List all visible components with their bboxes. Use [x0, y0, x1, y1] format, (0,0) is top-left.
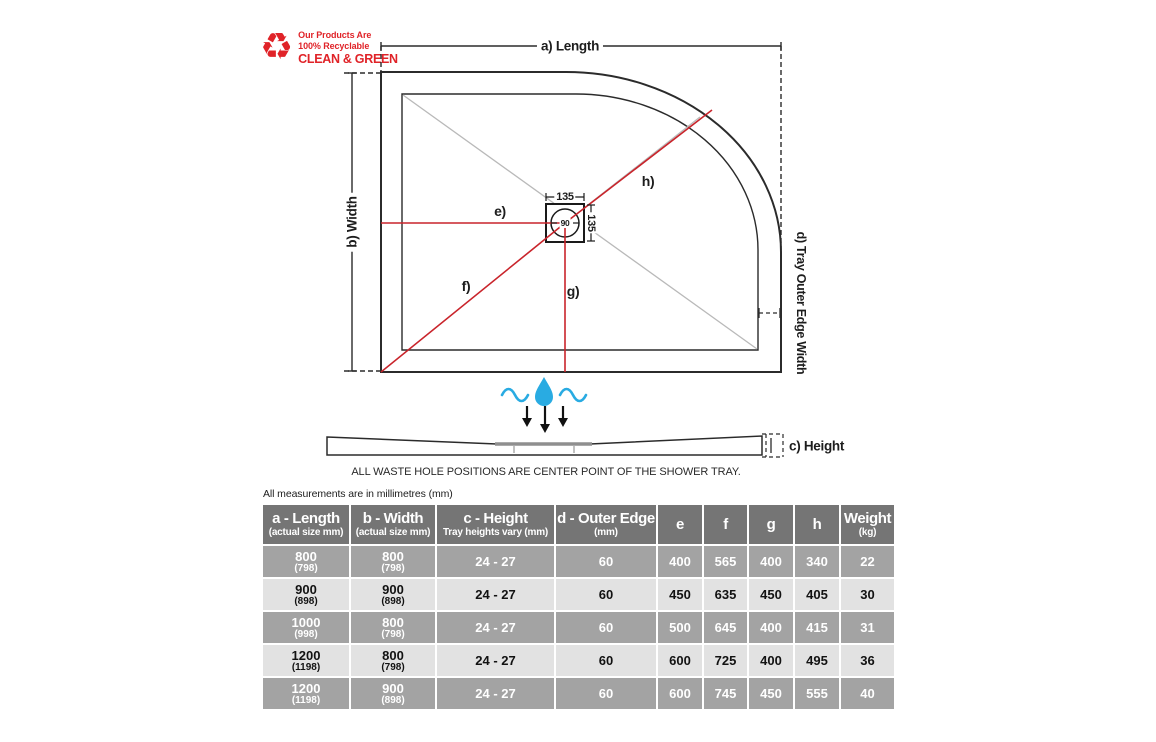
recycle-icon: ♻ [260, 26, 294, 67]
value: 800 [295, 548, 317, 564]
value: 495 [806, 653, 828, 668]
measure-f-label: f) [461, 278, 471, 294]
cell-weight [841, 645, 894, 676]
cell-b-width [351, 612, 435, 643]
value: 31 [860, 620, 875, 635]
col-header-b-width [351, 505, 435, 544]
cell-f [704, 678, 747, 709]
value: 405 [806, 587, 828, 602]
cell-h [795, 546, 839, 577]
col-header-g [749, 505, 793, 544]
logo-line2: 100% Recyclable [298, 41, 370, 51]
header-sub: (kg) [858, 526, 877, 538]
value: 24 - 27 [475, 554, 516, 569]
col-header-f [704, 505, 747, 544]
cell-h [795, 579, 839, 610]
cell-h [795, 678, 839, 709]
value-actual: (898) [381, 694, 405, 706]
spec-table [263, 505, 894, 709]
value: 24 - 27 [475, 686, 516, 701]
value: 1200 [291, 680, 321, 696]
waste-hole-diameter: 90 [560, 218, 570, 228]
value: 450 [760, 587, 782, 602]
value: 800 [382, 614, 404, 630]
value-actual: (798) [294, 562, 318, 574]
cell-f [704, 579, 747, 610]
waste-dim-135-right: 135 [585, 214, 597, 232]
cell-h [795, 612, 839, 643]
value: 555 [806, 686, 828, 701]
cell-weight [841, 612, 894, 643]
logo-line3: CLEAN & GREEN [298, 52, 398, 66]
waste-hole-caption: ALL WASTE HOLE POSITIONS ARE CENTER POINT OF THE SHOWER TRAY. [351, 466, 741, 478]
value: 24 - 27 [475, 620, 516, 635]
value: 30 [860, 587, 875, 602]
header-main: d - Outer Edge [557, 509, 655, 527]
cell-a-length [263, 645, 349, 676]
value: 60 [598, 686, 614, 701]
col-header-c-height [437, 505, 554, 544]
cell-f [704, 612, 747, 643]
value: 40 [860, 686, 875, 701]
cell-b-width [351, 546, 435, 577]
value: 900 [382, 680, 404, 696]
value: 745 [714, 686, 737, 701]
cell-g [749, 546, 793, 577]
value: 22 [860, 554, 875, 569]
header-sub: Tray heights vary (mm) [442, 526, 549, 538]
value: 600 [669, 653, 691, 668]
cell-b-width [351, 579, 435, 610]
col-header-weight [841, 505, 894, 544]
cell-b-width [351, 645, 435, 676]
header-sub: (actual size mm) [268, 526, 344, 538]
value: 725 [714, 653, 737, 668]
cell-g [749, 579, 793, 610]
cell-f [704, 645, 747, 676]
value: 400 [669, 554, 691, 569]
header-main: c - Height [463, 509, 528, 527]
value: 24 - 27 [475, 653, 516, 668]
cell-a-length [263, 546, 349, 577]
cell-e [658, 579, 702, 610]
value: 36 [860, 653, 875, 668]
cell-weight [841, 546, 894, 577]
value: 400 [760, 554, 782, 569]
value: 415 [806, 620, 828, 635]
measurements-note: All measurements are in millimetres (mm) [263, 488, 453, 500]
header-main: g [766, 515, 776, 533]
col-header-d-outer-edge [556, 505, 656, 544]
value-actual: (998) [294, 628, 318, 640]
cell-e [658, 612, 702, 643]
header-main: a - Length [272, 509, 340, 527]
cell-d-outer-edge [556, 546, 656, 577]
cell-d-outer-edge [556, 678, 656, 709]
value: 450 [669, 587, 691, 602]
cell-d-outer-edge [556, 612, 656, 643]
length-dimension-label: a) Length [537, 39, 603, 54]
value: 900 [295, 581, 317, 597]
outer-edge-width-label: d) Tray Outer Edge Width [794, 228, 808, 379]
value: 900 [382, 581, 404, 597]
value: 24 - 27 [475, 587, 516, 602]
width-dimension-label: b) Width [345, 192, 360, 251]
header-main: f [723, 515, 728, 533]
value: 500 [669, 620, 691, 635]
value: 400 [760, 620, 782, 635]
flow-arrows [522, 406, 568, 433]
value: 635 [714, 587, 737, 602]
measure-g-label: g) [566, 283, 580, 299]
water-droplet-icon [502, 377, 586, 433]
cell-g [749, 645, 793, 676]
height-dimension-label: c) Height [789, 438, 845, 454]
cell-c-height [437, 678, 554, 709]
cell-a-length [263, 612, 349, 643]
value: 1000 [291, 614, 321, 630]
header-sub: (actual size mm) [355, 526, 431, 538]
value: 800 [382, 548, 404, 564]
value: 60 [598, 554, 614, 569]
cell-d-outer-edge [556, 645, 656, 676]
value-actual: (898) [294, 595, 318, 607]
value-actual: (898) [381, 595, 405, 607]
cell-d-outer-edge [556, 579, 656, 610]
cell-f [704, 546, 747, 577]
value: 600 [669, 686, 691, 701]
header-main: e [676, 515, 684, 533]
height-dimension-box [762, 434, 783, 457]
cell-a-length [263, 678, 349, 709]
cell-g [749, 678, 793, 709]
value-actual: (798) [381, 628, 405, 640]
value-actual: (1198) [291, 694, 321, 706]
value: 60 [598, 653, 614, 668]
col-header-a-length [263, 505, 349, 544]
cell-c-height [437, 612, 554, 643]
value: 645 [714, 620, 737, 635]
value: 340 [806, 554, 828, 569]
value-actual: (1198) [291, 661, 321, 673]
value-actual: (798) [381, 562, 405, 574]
waste-dim-135-top: 135 [556, 191, 574, 203]
value-actual: (798) [381, 661, 405, 673]
cell-b-width [351, 678, 435, 709]
cell-c-height [437, 645, 554, 676]
cell-e [658, 645, 702, 676]
value: 60 [598, 620, 614, 635]
header-main: Weight [843, 509, 892, 527]
cross-section-profile [327, 434, 783, 457]
cell-a-length [263, 579, 349, 610]
cell-c-height [437, 579, 554, 610]
col-header-h [795, 505, 839, 544]
header-main: b - Width [362, 509, 424, 527]
measure-e-label: e) [494, 203, 506, 219]
value: 565 [714, 554, 737, 569]
cell-e [658, 546, 702, 577]
col-header-e [658, 505, 702, 544]
cell-weight [841, 678, 894, 709]
cell-weight [841, 579, 894, 610]
value: 1200 [291, 647, 321, 663]
value: 400 [760, 653, 782, 668]
value: 800 [382, 647, 404, 663]
measure-h-label: h) [641, 173, 655, 189]
cell-e [658, 678, 702, 709]
cell-h [795, 645, 839, 676]
logo-line1: Our Products Are [298, 30, 372, 40]
cell-g [749, 612, 793, 643]
cell-c-height [437, 546, 554, 577]
value: 60 [598, 587, 614, 602]
header-main: h [812, 515, 822, 533]
header-sub: (mm) [594, 526, 618, 538]
value: 450 [760, 686, 782, 701]
